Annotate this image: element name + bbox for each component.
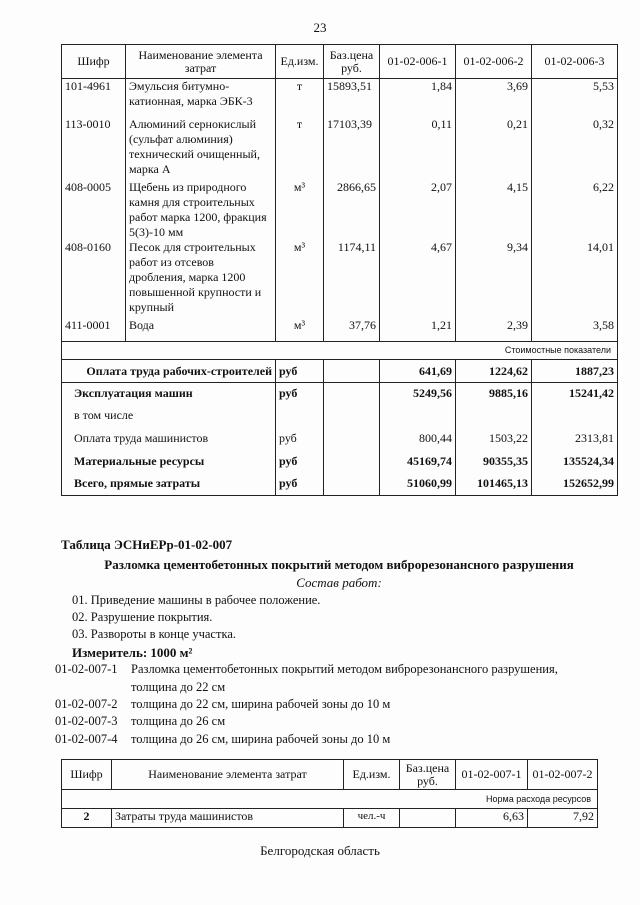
table-row: [62, 79, 618, 117]
item-text: толщина до 26 см: [131, 714, 226, 728]
works-title: Состав работ:: [296, 575, 382, 590]
total-value: 101465,13: [456, 473, 532, 496]
cell-code: 101-4961: [62, 79, 126, 117]
cell-price: 15893,51: [324, 79, 380, 117]
table-header-row: [62, 45, 618, 79]
total-value: 800,44: [380, 427, 456, 450]
totals-row: [62, 473, 618, 496]
total-value: 5249,56: [380, 383, 456, 405]
cell-code: 411-0001: [62, 318, 126, 342]
total-value: 9885,16: [456, 383, 532, 405]
work-item: 01. Приведение машины в рабочее положение.: [72, 593, 321, 607]
cell-unit: м³: [276, 240, 324, 318]
item-text: толщина до 22 см, ширина рабочей зоны до 10 м: [131, 697, 391, 711]
total-unit: руб: [276, 360, 324, 383]
resources-table-006: [61, 44, 618, 496]
column-header: 01-02-006-1: [380, 45, 456, 79]
cell-code: 408-0160: [62, 240, 126, 318]
column-header: Баз.цена руб.: [400, 760, 456, 790]
column-header: Баз.цена руб.: [324, 45, 380, 79]
cell-name: Затраты труда машинистов: [112, 809, 344, 828]
cell-value: 2,39: [456, 318, 532, 342]
cell-value: 6,63: [456, 809, 528, 828]
section-label-row: [62, 342, 618, 360]
total-value: 152652,99: [532, 473, 618, 496]
totals-row: [62, 427, 618, 450]
cell-code: 408-0005: [62, 180, 126, 240]
table-row: [62, 809, 598, 828]
totals-row: [62, 450, 618, 473]
total-unit: руб: [276, 383, 324, 405]
cell-value: 1,84: [380, 79, 456, 117]
cell-value: 6,22: [532, 180, 618, 240]
cell-name: Щебень из природного камня для строительных работ марка 1200, фракция 5(3)-10 мм: [126, 180, 276, 240]
total-name: Оплата труда машинистов: [62, 427, 276, 450]
cell-value: 7,92: [528, 809, 598, 828]
total-value: 45169,74: [380, 450, 456, 473]
column-header: Наименование элемента затрат: [126, 45, 276, 79]
total-price: [324, 405, 380, 427]
table-row: [62, 318, 618, 342]
work-item: 03. Развороты в конце участка.: [72, 627, 236, 641]
column-header: Шифр: [62, 45, 126, 79]
section-label: Норма расхода ресурсов: [62, 790, 598, 809]
total-value: 135524,34: [532, 450, 618, 473]
section-label: Стоимостные показатели: [62, 342, 618, 360]
totals-row: [62, 383, 618, 405]
section-heading: Разломка цементобетонных покрытий методом виброрезонансного разрушения: [104, 557, 574, 572]
cell-value: 14,01: [532, 240, 618, 318]
cell-price: 2866,65: [324, 180, 380, 240]
item-text: Разломка цементобетонных покрытий методом виброрезонансного разрушения,: [131, 662, 558, 676]
cell-value: 3,58: [532, 318, 618, 342]
cell-value: 9,34: [456, 240, 532, 318]
item-text: толщина до 22 см: [131, 680, 226, 694]
cell-value: 4,15: [456, 180, 532, 240]
cell-unit: м³: [276, 318, 324, 342]
cell-unit: т: [276, 117, 324, 180]
total-price: [324, 450, 380, 473]
column-header: Ед.изм.: [276, 45, 324, 79]
cell-value: 0,21: [456, 117, 532, 180]
total-value: [532, 405, 618, 427]
total-name: в том числе: [62, 405, 276, 427]
cell-price: 17103,39: [324, 117, 380, 180]
table-row: [62, 117, 618, 180]
table-row: [62, 180, 618, 240]
column-header: Наименование элемента затрат: [112, 760, 344, 790]
cell-name: Вода: [126, 318, 276, 342]
cell-unit: чел.-ч: [344, 809, 400, 828]
column-header: Ед.изм.: [344, 760, 400, 790]
item-text: толщина до 26 см, ширина рабочей зоны до 10 м: [131, 732, 391, 746]
cell-name: Эмульсия битумно-катионная, марка ЭБК-3: [126, 79, 276, 117]
column-header: 01-02-006-2: [456, 45, 532, 79]
section-label-row: [62, 790, 598, 809]
cell-price: [400, 809, 456, 828]
total-value: 2313,81: [532, 427, 618, 450]
total-price: [324, 383, 380, 405]
total-price: [324, 427, 380, 450]
cell-value: 0,11: [380, 117, 456, 180]
total-value: 90355,35: [456, 450, 532, 473]
total-value: [380, 405, 456, 427]
total-name: Эксплуатация машин: [62, 383, 276, 405]
item-code: 01-02-007-2: [55, 697, 118, 711]
total-name: Оплата труда рабочих-строителей: [62, 360, 276, 383]
cell-code: 2: [62, 809, 112, 828]
total-price: [324, 473, 380, 496]
total-value: 1503,22: [456, 427, 532, 450]
total-unit: руб: [276, 450, 324, 473]
total-unit: руб: [276, 427, 324, 450]
cell-name: Песок для строительных работ из отсевов дробления, марка 1200 повышенной крупности и крупный: [126, 240, 276, 318]
table-row: [62, 240, 618, 318]
total-unit: руб: [276, 473, 324, 496]
column-header: 01-02-007-2: [528, 760, 598, 790]
cell-code: 113-0010: [62, 117, 126, 180]
total-unit: [276, 405, 324, 427]
cell-value: 5,53: [532, 79, 618, 117]
resources-table-007: [61, 759, 598, 828]
item-code: 01-02-007-3: [55, 714, 118, 728]
cell-price: 37,76: [324, 318, 380, 342]
total-value: 1224,62: [456, 360, 532, 383]
cell-value: 3,69: [456, 79, 532, 117]
meter: Измеритель: 1000 м²: [72, 645, 193, 660]
table-title: Таблица ЭСНиЕРр-01-02-007: [61, 537, 233, 552]
cell-value: 0,32: [532, 117, 618, 180]
page-number: 23: [313, 20, 327, 35]
totals-row: [62, 360, 618, 383]
total-name: Всего, прямые затраты: [62, 473, 276, 496]
column-header: 01-02-006-3: [532, 45, 618, 79]
cell-name: Алюминий сернокислый (сульфат алюминия) технический очищенный, марка А: [126, 117, 276, 180]
total-value: [456, 405, 532, 427]
cell-unit: т: [276, 79, 324, 117]
cell-unit: м³: [276, 180, 324, 240]
work-item: 02. Разрушение покрытия.: [72, 610, 213, 624]
total-value: 51060,99: [380, 473, 456, 496]
item-code: 01-02-007-4: [55, 732, 118, 746]
cell-price: 1174,11: [324, 240, 380, 318]
total-value: 1887,23: [532, 360, 618, 383]
footer-region: Белгородская область: [260, 843, 380, 858]
item-code: 01-02-007-1: [55, 662, 118, 676]
total-price: [324, 360, 380, 383]
total-value: 641,69: [380, 360, 456, 383]
total-value: 15241,42: [532, 383, 618, 405]
column-header: 01-02-007-1: [456, 760, 528, 790]
total-name: Материальные ресурсы: [62, 450, 276, 473]
cell-value: 4,67: [380, 240, 456, 318]
column-header: Шифр: [62, 760, 112, 790]
table-header-row: [62, 760, 598, 790]
totals-row: [62, 405, 618, 427]
cell-value: 1,21: [380, 318, 456, 342]
cell-value: 2,07: [380, 180, 456, 240]
